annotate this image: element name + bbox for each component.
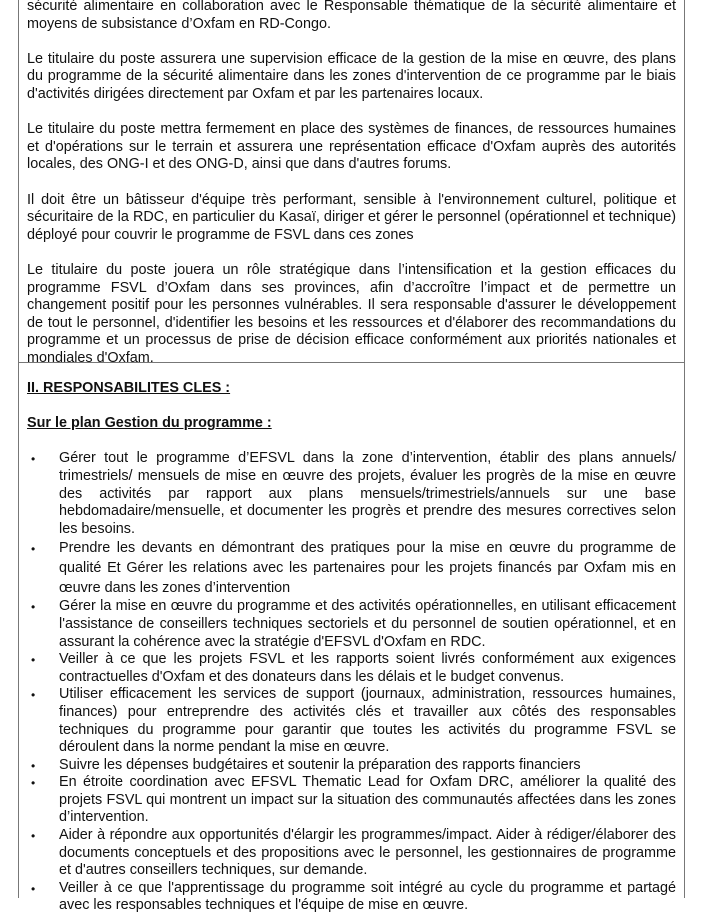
document-table — [18, 0, 685, 914]
intro-cell — [19, 0, 684, 366]
list-item: • Veiller à ce que les projets FSVL et les rapports soient livrés conformément aux exigences contractuelles d'Oxfam et des donateurs dans les délais et le budget convenus. — [27, 651, 676, 686]
list-item: • Prendre les devants en démontrant des pratiques pour la mise en œuvre du programme de qualité Et Gérer les relations avec les partenaires pour les projets financés par Oxfam mis en œuvre dans les zones d’intervention — [27, 538, 676, 598]
list-item: • Gérer la mise en œuvre du programme et des activités opérationnelles, en utilisant efficacement l'assistance de conseillers techniques sectoriels et du personnel de soutien opérationnel, et en assurant la cohérence avec la stratégie d'EFSVL d'Oxfam en RDC. — [27, 598, 676, 651]
subsection-heading: Sur le plan Gestion du programme : — [27, 415, 272, 432]
list-item: • Veiller à ce que l'apprentissage du programme soit intégré au cycle du programme et partagé avec les responsables techniques et l'équipe de mise en œuvre. — [27, 880, 676, 915]
list-item: • Utiliser efficacement les services de support (journaux, administration, ressources humaines, finances) pour entreprendre des activités clés et travailler aux côtés des responsables techniques du programme pour garantir que toutes les activités du programme FSVL se déroulent dans la norme pendant la mise en œuvre. — [27, 686, 676, 756]
intro-paragraph: Le titulaire du poste assurera une supervision efficace de la gestion de la mise en œuvre, des plans du programme de la sécurité alimentaire dans les zones d'intervention de ce programme par le biais d'activités dirigées directement par Oxfam et par les partenaires locaux. — [27, 50, 676, 102]
list-item: • En étroite coordination avec EFSVL Thematic Lead for Oxfam DRC, améliorer la qualité des projets FSVL qui montrent un impact sur la situation des communautés affectées dans les zones d’intervention. — [27, 774, 676, 827]
list-item: • Aider à répondre aux opportunités d'élargir les programmes/impact. Aider à rédiger/élaborer des documents conceptuels et des propositions avec le personnel, les gestionnaires de programme et d'autres conseillers techniques, sur demande. — [27, 827, 676, 880]
intro-paragraph: Le titulaire du poste mettra fermement en place des systèmes de finances, de ressources humaines et d'opérations sur le terrain et assurera une représentation efficace d'Oxfam auprès des autorités locales, des ONG-I et des ONG-D, ainsi que dans d'autres forums. — [27, 121, 676, 173]
list-item: • Suivre les dépenses budgétaires et soutenir la préparation des rapports financiers — [27, 757, 676, 775]
intro-paragraph: Il doit être un bâtisseur d'équipe très performant, sensible à l'environnement culturel, politique et sécuritaire de la RDC, en particulier du Kasaï, diriger et gérer le personnel (opérationnel et technique) déployé pour couvrir le programme de FSVL dans ces zones — [27, 191, 676, 243]
list-item: • Gérer tout le programme d’EFSVL dans la zone d’intervention, établir des plans annuels/ trimestriels/ mensuels de mise en œuvre des projets, évaluer les progrès de la mise en œuvre des activités par rapport aux plans mensuels/trimestriels/annuels sur une base hebdomadaire/mensuelle, et documenter les progrès et prendre des mesures correctives selon les besoins. — [27, 450, 676, 538]
intro-paragraph: sécurité alimentaire en collaboration avec le Responsable thématique de la sécurité alimentaire et moyens de subsistance d’Oxfam en RD-Congo. — [27, 0, 676, 32]
section-heading: II. RESPONSABILITES CLES : — [27, 380, 231, 396]
intro-paragraph: Le titulaire du poste jouera un rôle stratégique dans l’intensification et la gestion efficaces du programme FSVL d’Oxfam dans ses provinces, afin d’accroître l’impact et de permettre un changement positif pour les personnes vulnérables. Il sera responsable d'assurer le développement de tout le personnel, d'identifier les besoins et les ressources et d'élaborer des recommandations du programme et un processus de prise de décision efficace conformément aux priorités nationales et mondiales d'Oxfam. — [27, 261, 676, 366]
responsibilities-list — [27, 450, 676, 915]
responsibilities-cell — [19, 362, 684, 914]
